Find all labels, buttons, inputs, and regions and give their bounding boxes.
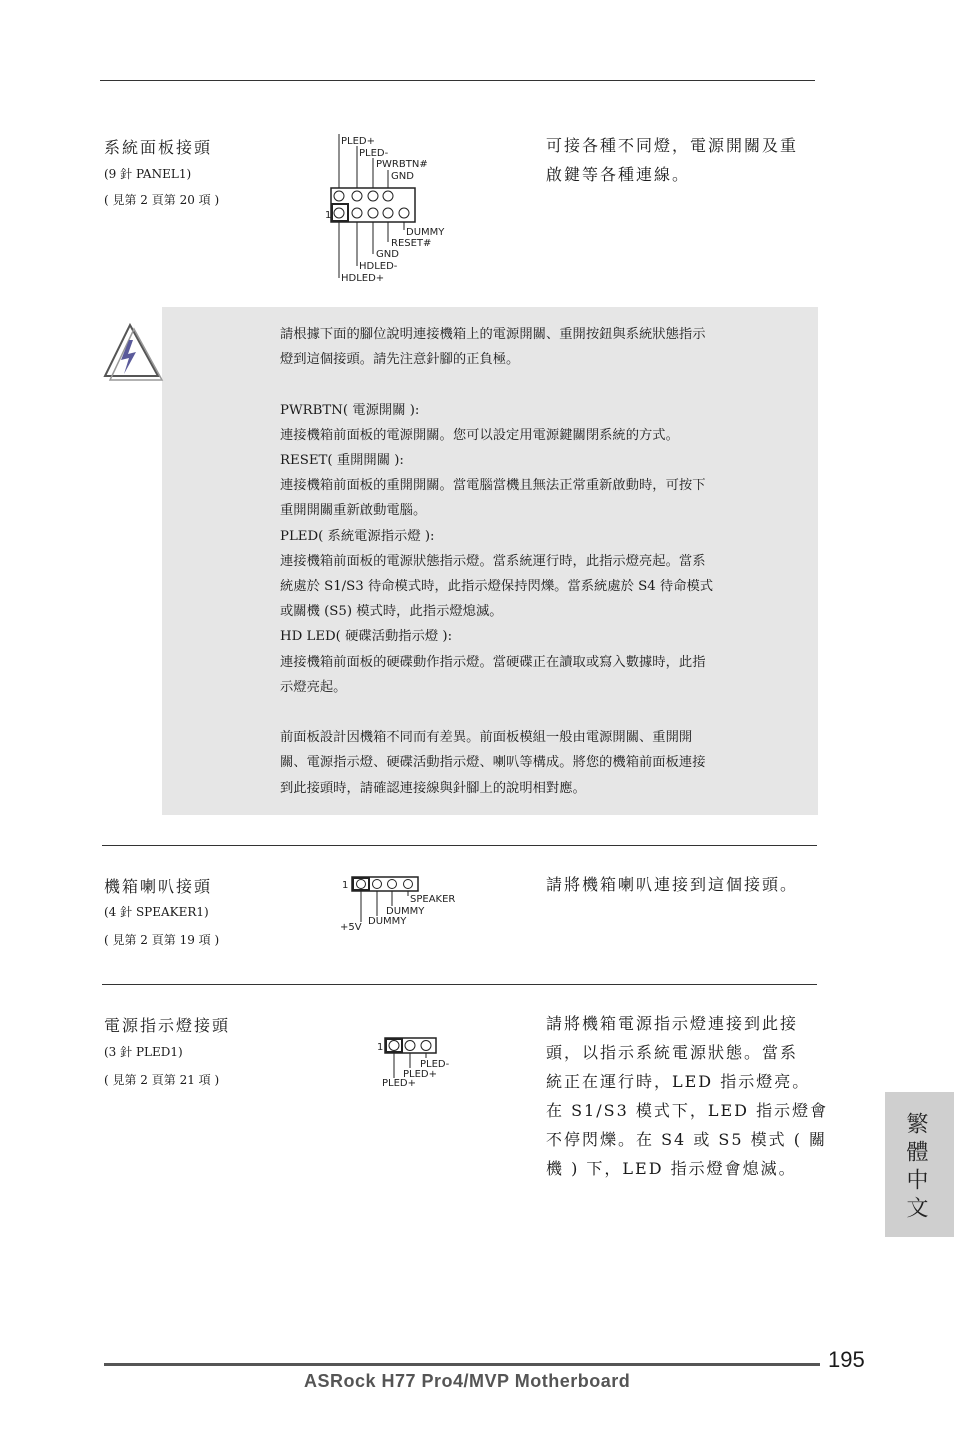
pled-pins: (3 針 PLED1) <box>104 1045 183 1059</box>
label-pled-plus: PLED+ <box>382 1078 416 1089</box>
page-number: 195 <box>828 1347 865 1372</box>
label-dummy: DUMMY <box>368 916 407 927</box>
warning-line: 連接機箱前面板的電源狀態指示燈。當系統運行時，此指示燈亮起。當系 <box>280 553 706 569</box>
label-pled-plus: PLED+ <box>403 1069 437 1080</box>
label-5v: +5V <box>340 922 362 933</box>
label-dummy: DUMMY <box>406 227 445 238</box>
warning-line <box>280 372 820 397</box>
warning-line: PLED( 系統電源指示燈 ): <box>280 528 435 544</box>
label-pin1: 1 <box>325 210 332 221</box>
label-pwrbtn: PWRBTN# <box>376 159 428 170</box>
panel1-pin-diagram <box>322 130 462 290</box>
label-pin1: 1 <box>377 1042 384 1053</box>
footer-title: ASRock H77 Pro4/MVP Motherboard <box>304 1371 631 1391</box>
label-pin1: 1 <box>342 880 349 891</box>
label-pled-minus: PLED- <box>359 148 389 159</box>
warning-text <box>280 322 820 801</box>
panel-ref: ( 見第 2 頁第 20 項 ) <box>104 193 220 207</box>
section-rule <box>102 845 817 846</box>
pled-desc-line: 不停閃爍。在 S4 或 S5 模式 ( 關 <box>546 1130 828 1149</box>
pled-desc <box>546 1009 828 1183</box>
language-tab-label: 繁體中文 <box>903 1112 928 1224</box>
warning-line: 到此接頭時，請確認連接線與針腳上的說明相對應。 <box>280 780 586 796</box>
pled-title: 電源指示燈接頭 <box>104 1016 231 1035</box>
label-pled-plus: PLED+ <box>341 136 375 147</box>
speaker-pin-diagram <box>336 872 466 934</box>
section-rule <box>102 984 817 985</box>
panel-desc-2: 啟鍵等各種連線。 <box>546 165 691 184</box>
warning-line: 連接機箱前面板的重開開關。當電腦當機且無法正常重新啟動時，可按下 <box>280 478 706 494</box>
warning-line: 燈到這個接頭。請先注意針腳的正負極。 <box>280 352 520 368</box>
label-hdled-plus: HDLED+ <box>341 273 385 284</box>
warning-line: HD LED( 硬碟活動指示燈 ): <box>280 629 453 645</box>
label-speaker: SPEAKER <box>410 894 456 905</box>
pled-desc-line: 機 ) 下，LED 指示燈會熄滅。 <box>546 1159 797 1178</box>
warning-line: 請根據下面的腳位說明連接機箱上的電源開關、重開按鈕與系統狀態指示 <box>280 327 706 342</box>
label-reset: RESET# <box>391 238 432 249</box>
warning-line: 或關機 (S5) 模式時，此指示燈熄滅。 <box>280 604 503 620</box>
warning-line: RESET( 重開開關 ): <box>280 453 404 469</box>
label-gnd-bottom: GND <box>376 249 399 260</box>
warning-line: 關、電源指示燈、硬碟活動指示燈、喇叭等構成。將您的機箱前面板連接 <box>280 755 706 771</box>
warning-line: 連接機箱前面板的電源開關。您可以設定用電源鍵關閉系統的方式。 <box>280 427 679 443</box>
speaker-ref: ( 見第 2 頁第 19 項 ) <box>104 933 220 947</box>
warning-icon <box>102 322 164 382</box>
panel-pins: (9 針 PANEL1) <box>104 167 192 181</box>
warning-line <box>280 700 820 725</box>
label-pled-minus: PLED- <box>420 1059 450 1070</box>
speaker-pins: (4 針 SPEAKER1) <box>104 905 209 919</box>
pled-ref: ( 見第 2 頁第 21 項 ) <box>104 1073 220 1087</box>
language-tab <box>885 1092 954 1237</box>
pled-desc-line: 請將機箱電源指示燈連接到此接 <box>546 1014 799 1033</box>
panel-desc-1: 可接各種不同燈，電源開關及重 <box>546 136 799 155</box>
pled-pin-diagram <box>374 1034 464 1090</box>
speaker-desc: 請將機箱喇叭連接到這個接頭。 <box>546 875 799 894</box>
warning-line: 前面板設計因機箱不同而有差異。前面板模組一般由電源開關、重開開 <box>280 730 693 746</box>
pled-desc-line: 頭，以指示系統電源狀態。當系 <box>546 1043 799 1062</box>
label-dummy: DUMMY <box>386 906 425 917</box>
pled-desc-line: 統正在運行時，LED 指示燈亮。 <box>546 1072 811 1091</box>
warning-line: PWRBTN( 電源開關 ): <box>280 402 420 418</box>
speaker-title: 機箱喇叭接頭 <box>104 877 213 896</box>
warning-line: 連接機箱前面板的硬碟動作指示燈。當硬碟正在讀取或寫入數據時，此指 <box>280 654 706 670</box>
warning-line: 重開開關重新啟動電腦。 <box>280 503 427 519</box>
panel-title: 系統面板接頭 <box>104 138 213 157</box>
pled-desc-line: 在 S1/S3 模式下，LED 指示燈會 <box>546 1101 829 1120</box>
top-rule <box>100 80 815 81</box>
label-hdled-minus: HDLED- <box>359 261 398 272</box>
footer-rule <box>104 1363 820 1366</box>
label-gnd-top: GND <box>391 171 414 182</box>
warning-line: 示燈亮起。 <box>280 679 347 695</box>
warning-line: 統處於 S1/S3 待命模式時，此指示燈保持閃爍。當系統處於 S4 待命模式 <box>280 579 714 595</box>
